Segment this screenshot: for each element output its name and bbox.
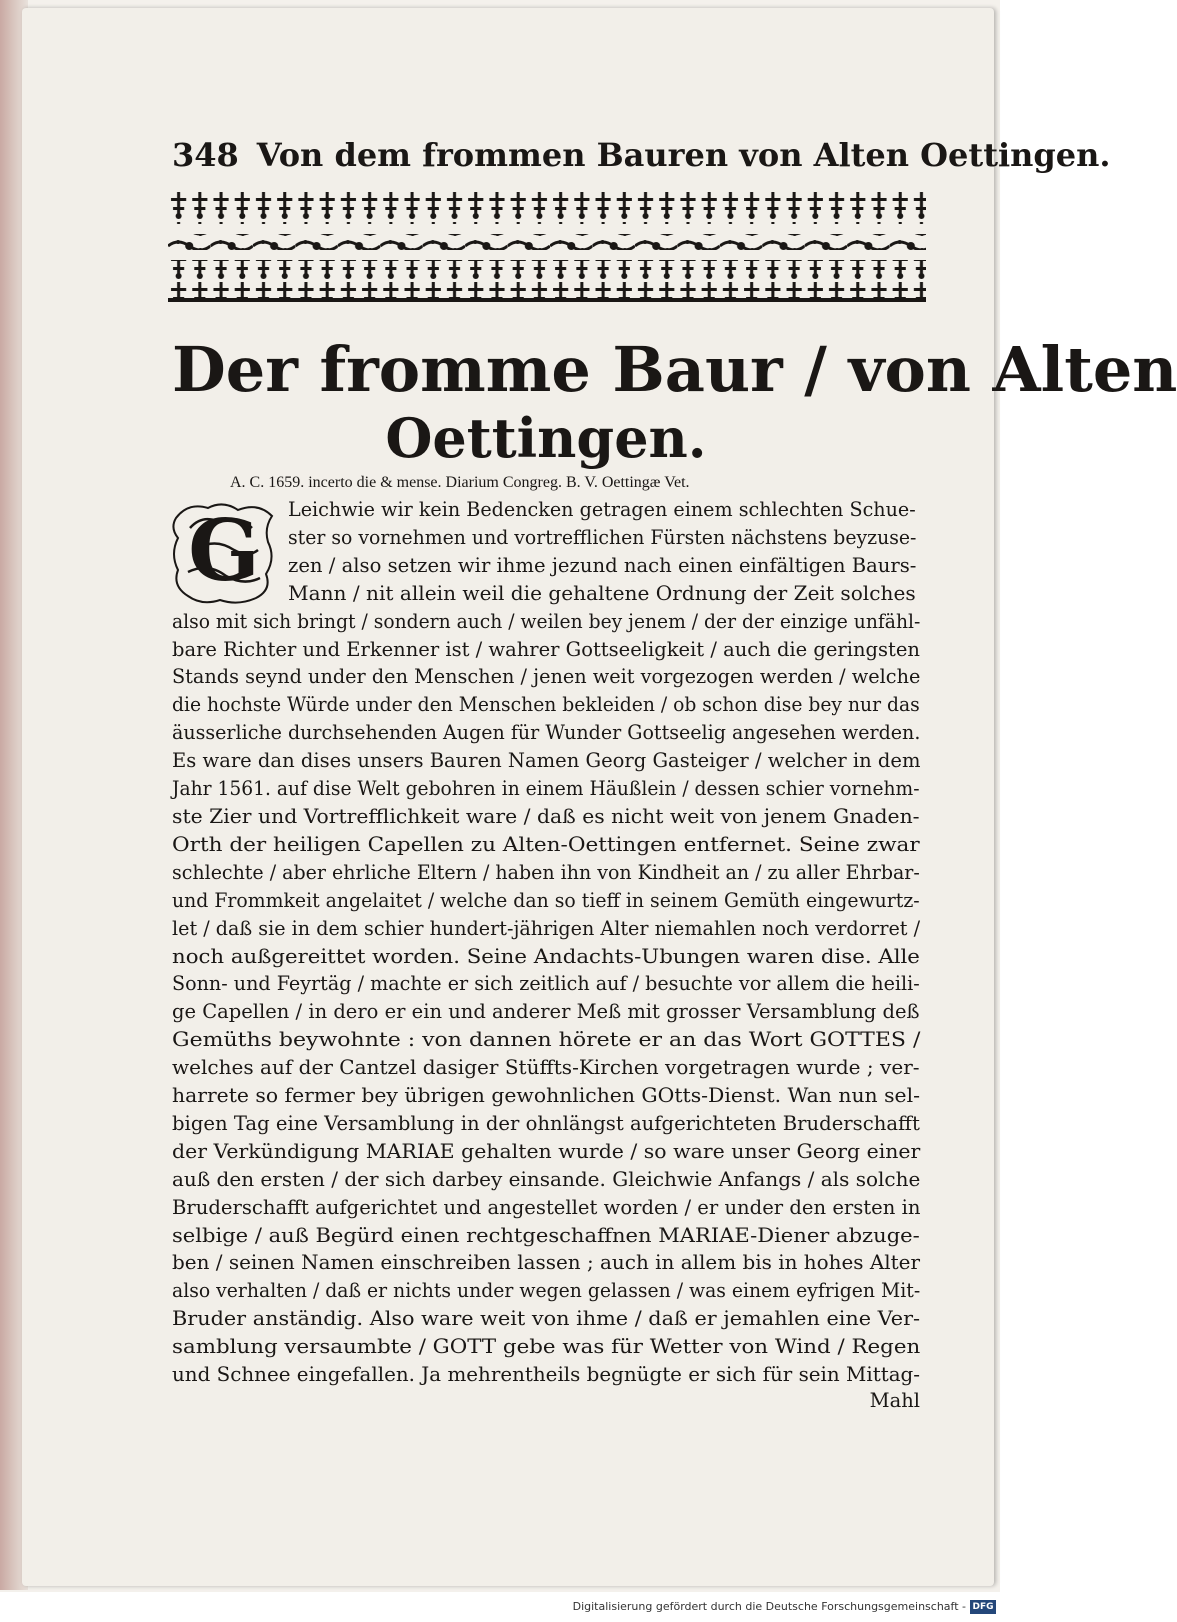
body-line: harrete so fermer bey übrigen gewohnlichen GOtts-Dienst. Wan nun sel- [172, 1084, 920, 1108]
body-line: die hochste Würde under den Menschen bekleiden / ob schon dise bey nur das [172, 693, 920, 717]
decorated-initial-letter [168, 498, 280, 606]
body-line: let / daß sie in dem schier hundert-jährigen Alter niemahlen noch verdorret / [172, 916, 921, 940]
chapter-title-line1: Der fromme Baur / von Alten [172, 333, 1177, 406]
text-column [172, 136, 1177, 1412]
body-line: zen / also setzen wir ihme jezund nach einen einfältigen Baurs- [288, 553, 917, 577]
body-line: samblung versaumbte / GOTT gebe was für Wetter von Wind / Regen [172, 1335, 921, 1359]
initial-letter-glyph: G [188, 501, 260, 600]
body-line: Jahr 1561. auf dise Welt gebohren in einem Häußlein / dessen schier vornehm- [172, 777, 920, 801]
body-line: auß den ersten / der sich darbey einsande. Gleichwie Anfangs / als solche [172, 1167, 921, 1191]
body-line: Sonn- und Feyrtäg / machte er sich zeitlich auf / besuchte vor allem die heili- [172, 972, 920, 996]
body-text [172, 496, 920, 1389]
body-line: bare Richter und Erkenner ist / wahrer Gottseeligkeit / auch die geringsten [172, 637, 920, 661]
body-line: ster so vornehmen und vortrefflichen Fürsten nächstens beyzuse- [288, 525, 917, 549]
dfg-logo: DFG [970, 1600, 996, 1614]
body-line: und Frommkeit angelaitet / welche dan so tieff in seinem Gemüth eingewurtz- [172, 888, 920, 912]
body-line: Mann / nit allein weil die gehaltene Ordnung der Zeit solches [288, 581, 916, 605]
body-line: selbige / auß Begürd einen rechtgeschaffnen MARIAE-Diener abzuge- [172, 1223, 920, 1247]
page-number: 348 [172, 136, 239, 174]
body-line: noch außgereittet worden. Seine Andachts-Ubungen waren dise. Alle [172, 944, 920, 968]
chapter-title [172, 333, 1177, 470]
body-line: Bruder anständig. Also ware weit von ihme / daß er jemahlen eine Ver- [172, 1307, 921, 1331]
body-line: ge Capellen / in dero er ein und anderer Meß mit grosser Versamblung deß [172, 1000, 920, 1024]
catchword: Mahl [869, 1389, 920, 1412]
chapter-title-line2: Oettingen. [385, 406, 707, 470]
body-line: Orth der heiligen Capellen zu Alten-Oettingen entfernet. Seine zwar [172, 832, 920, 856]
body-line: ben / seinen Namen einschreiben lassen ; auch in allem bis in hohes Alter [172, 1251, 921, 1275]
body-line: Stands seynd under den Menschen / jenen weit vorgezogen werden / welche [172, 665, 921, 689]
ornament-graphic [168, 190, 926, 308]
digitization-credit: Digitalisierung gefördert durch die Deutsche Forschungsgemeinschaft - [572, 1600, 966, 1613]
footer-bar [0, 1592, 1000, 1622]
body-line: ste Zier und Vortrefflichkeit ware / daß es nicht weit von jenem Gnaden- [172, 804, 920, 828]
body-line: Gemüths beywohnte : von dannen hörete er an das Wort GOTTES / [172, 1028, 921, 1052]
body-line: Leichwie wir kein Bedencken getragen einem schlechten Schue- [288, 498, 916, 521]
running-head-title: Von dem frommen Bauren von Alten Oettingen. [256, 136, 1111, 174]
decorative-ornament-band [168, 190, 926, 308]
body-line: bigen Tag eine Versamblung in der ohnlängst aufgerichteten Bruderschafft [172, 1111, 920, 1135]
body-line: der Verkündigung MARIAE gehalten wurde / so ware unser Georg einer [172, 1139, 921, 1163]
body-line: also mit sich bringt / sondern auch / weilen bey jenem / der der einzige unfähl- [172, 609, 921, 633]
body-line: äusserliche durchsehenden Augen für Wunder Gottseelig angesehen werden. [172, 721, 921, 745]
body-line: Es ware dan dises unsers Bauren Namen Georg Gasteiger / welcher in dem [172, 749, 921, 773]
book-page [22, 8, 1177, 1586]
body-line: welches auf der Cantzel dasiger Stüffts-Kirchen vorgetragen wurde ; ver- [172, 1056, 920, 1080]
body-lines [172, 496, 920, 1389]
initial-g-graphic [168, 498, 280, 606]
body-line: also verhalten / daß er nichts under wegen gelassen / was einem eyfrigen Mit- [172, 1279, 921, 1303]
body-line: Bruderschafft aufgerichtet und angestellet worden / er under den ersten in [172, 1195, 921, 1219]
running-head [172, 136, 1111, 174]
body-line: schlechte / aber ehrliche Eltern / haben ihn von Kindheit an / zu aller Ehrbar- [172, 860, 920, 884]
body-line: und Schnee eingefallen. Ja mehrentheils begnügte er sich für sein Mittag- [172, 1363, 920, 1387]
source-note: A. C. 1659. incerto die & mense. Diarium Congreg. B. V. Oettingæ Vet. [230, 474, 690, 491]
